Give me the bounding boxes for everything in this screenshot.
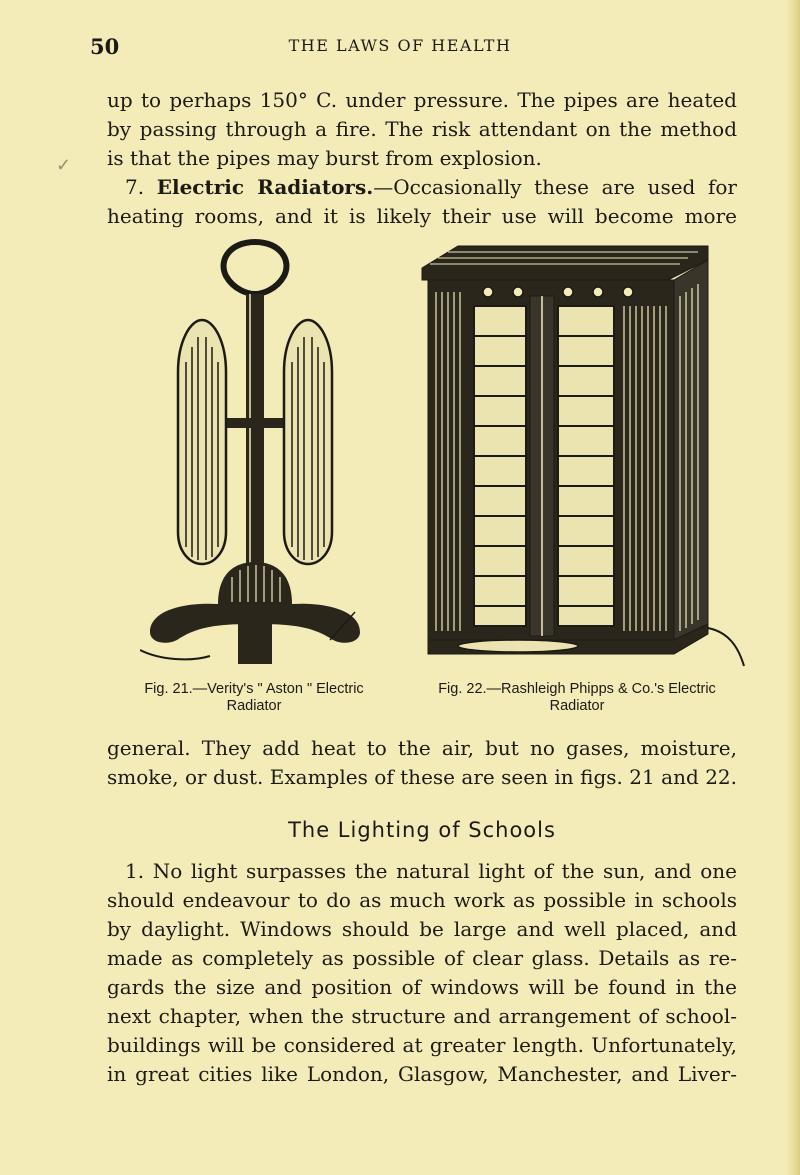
text-line: by daylight. Windows should be large and well placed, and [107,917,737,941]
paragraph-1 [107,86,737,231]
margin-mark: ✓ [56,155,72,176]
running-head: THE LAWS OF HEALTH [288,36,512,55]
item-line [107,173,737,202]
item-title: Electric Radiators. [156,175,374,199]
text-line: up to perhaps 150° C. under pressure. The pipes are heated [107,88,737,112]
item-number: 7. [125,175,145,199]
text-line: in great cities like London, Glasgow, Manchester, and Liver- [107,1062,737,1086]
caption-line: Radiator [226,698,282,714]
item-text: —Occasionally these are used for [373,175,737,199]
text-line: general. They add heat to the air, but no gases, moisture, [107,736,737,760]
caption-line: Fig. 22.—Rashleigh Phipps & Co.'s Electric [438,681,716,697]
page-header [0,34,800,62]
text-line: made as completely as possible of clear glass. Details as re- [107,946,737,970]
text-line: buildings will be considered at greater length. Unfortunately, [107,1033,737,1057]
text-line: should endeavour to do as much work as possible in schools [107,888,737,912]
text-line: next chapter, when the structure and arrangement of school- [107,1004,737,1028]
paragraph-2 [107,734,737,792]
text-line: 1. No light surpasses the natural light of the sun, and one [125,859,737,883]
text-line: smoke, or dust. Examples of these are seen in figs. 21 and 22. [107,765,737,789]
figure-22-illustration [418,236,748,676]
text-line: by passing through a fire. The risk attendant on the method [107,117,737,141]
page-number: 50 [90,34,120,59]
caption-line: Fig. 21.—Verity's " Aston " Electric [144,681,364,697]
figure-21-caption [104,681,404,715]
text-line: is that the pipes may burst from explosion. [107,146,542,170]
text-line: heating rooms, and it is likely their use will become more [107,204,737,228]
section-heading: The Lighting of Schools [288,818,556,842]
figure-22-caption [412,681,742,715]
text-line: gards the size and position of windows will be found in the [107,975,737,999]
figure-21-illustration [140,232,370,672]
page-edge [786,0,800,1175]
caption-line: Radiator [549,698,605,714]
paragraph-3 [107,857,737,1089]
